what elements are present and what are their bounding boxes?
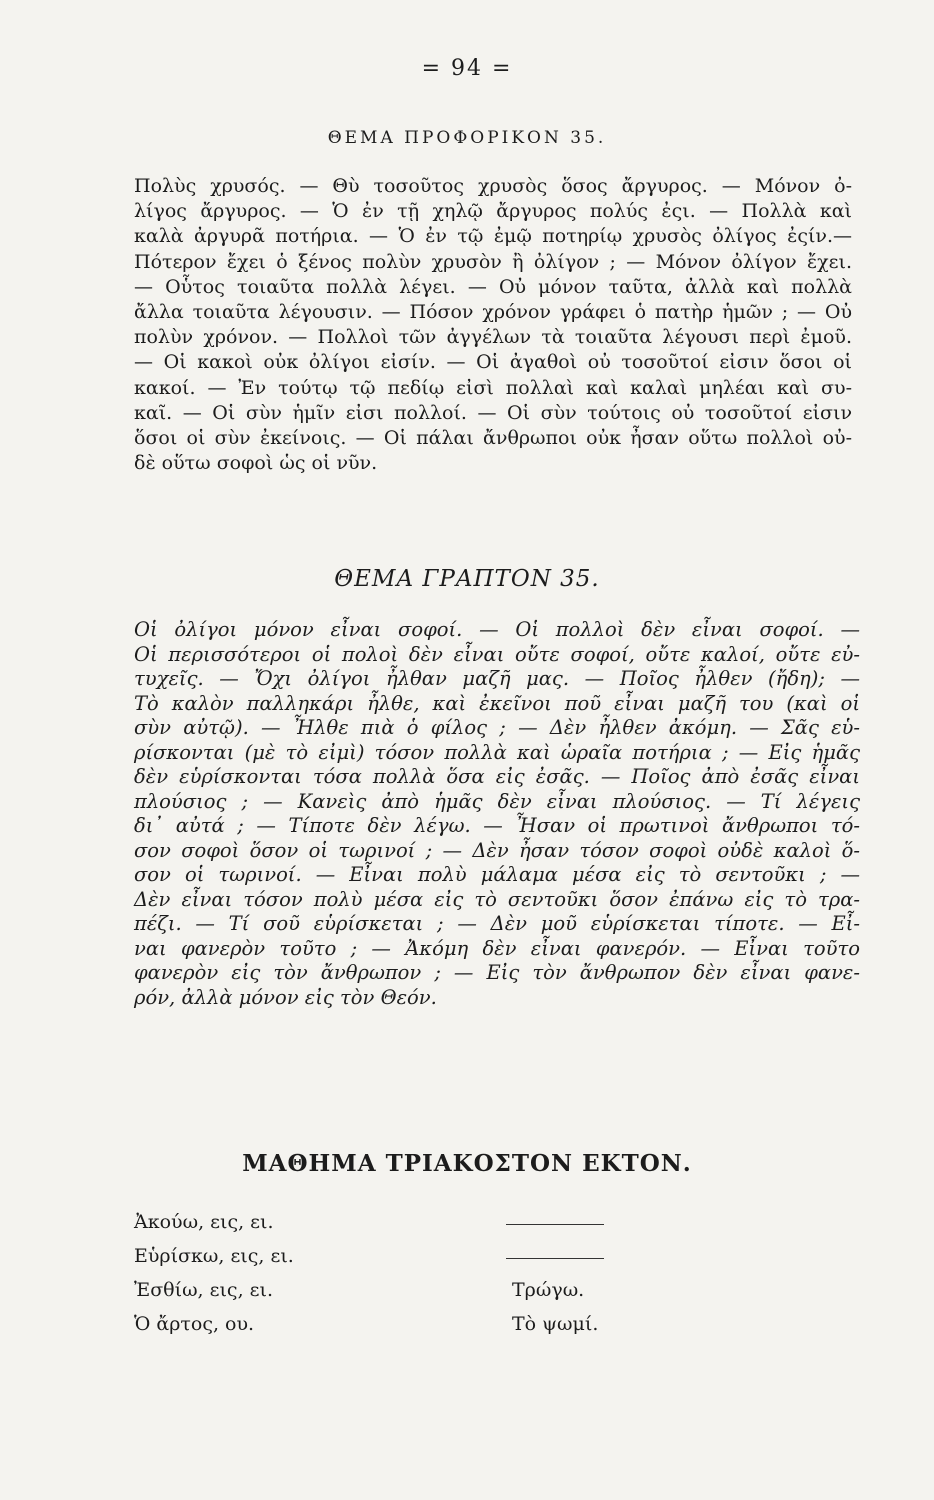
text-line: Πότερον ἔχει ὁ ξένος πολὺν χρυσὸν ἢ ὀλίγον ; — Μόνον ὀλίγον ἔχει. (134, 250, 852, 273)
text-line: Οἱ περισσότεροι οἱ πολοὶ δὲν εἶναι οὔτε σοφοί, οὔτε καλοί, οὔτε εὐ- (134, 642, 860, 666)
oral-exercise-text (134, 174, 852, 476)
text-line: Πολὺς χρυσός. — Θὺ τοσοῦτος χρυσὸς ὅσος ἄργυρος. — Μόνον ὀ- (134, 175, 852, 197)
vocab-greek: Εὑρίσκω, εις, ει. (134, 1245, 294, 1267)
text-line: σον οἱ τωρινοί. — Εἶναι πολὺ μάλαμα μέσα εἰς τὸ σεντοῦκι ; — (134, 863, 860, 886)
text-line: δι᾽ αὐτά ; — Τίποτε δὲν λέγω. — Ἦσαν οἱ πρωτινοὶ ἄνθρωποι τό- (134, 814, 860, 837)
text-line: — Οὗτος τοιαῦτα πολλὰ λέγει. — Οὐ μόνον ταῦτα, ἀλλὰ καὶ πολλὰ (134, 275, 852, 298)
text-line: Τὸ καλὸν παλληκάρι ἦλθε, καὶ ἐκεῖνοι ποῦ εἶναι μαζῆ του (καὶ οἱ (134, 691, 860, 715)
vocab-greek: Ὁ ἄρτος, ου. (134, 1313, 255, 1335)
vocab-row (134, 1239, 894, 1273)
text-line: ἄλλα τοιαῦτα λέγουσιν. — Πόσον χρόνον γράφει ὁ πατὴρ ἡμῶν ; — Οὐ (134, 300, 852, 323)
text-line: πλούσιος ; — Κανεὶς ἀπὸ ἡμᾶς δὲν εἶναι πλούσιος. — Τί λέγεις (134, 789, 860, 813)
text-line: Δὲν εἶναι τόσον πολὺ μέσα εἰς τὸ σεντοῦκι ὅσον ἐπάνω εἰς τὸ τρα- (134, 887, 860, 911)
vocab-blank-line (506, 1224, 604, 1225)
written-exercise-heading: ΘΕΜΑ ΓΡΑΠΤΟΝ 35. (334, 566, 600, 592)
text-line: φανερὸν εἰς τὸν ἄνθρωπον ; — Εἰς τὸν ἄνθρωπον δὲν εἶναι φανε- (134, 961, 860, 984)
vocab-row (134, 1307, 894, 1341)
vocab-row (134, 1273, 894, 1307)
lesson-heading: ΜΑΘΗΜΑ ΤΡΙΑΚΟΣΤΟΝ ΕΚΤΟΝ. (242, 1150, 692, 1177)
vocab-translation: Τρώγω. (512, 1279, 585, 1301)
text-line: πολὺν χρόνον. — Πολλοὶ τῶν ἀγγέλων τὰ τοιαῦτα λέγουσι περὶ ἐμοῦ. (134, 326, 852, 349)
vocab-greek: Ἀκούω, εις, ει. (134, 1211, 274, 1233)
text-line: σον σοφοὶ ὅσον οἱ τωρινοί ; — Δὲν ἦσαν τόσον σοφοὶ οὐδὲ καλοὶ ὅ- (134, 838, 860, 862)
text-line: ρόν, ἀλλὰ μόνον εἰς τὸν Θεόν. (134, 985, 437, 1009)
text-line: ὅσοι οἱ σὺν ἐκείνοις. — Οἱ πάλαι ἄνθρωποι οὐκ ἦσαν οὕτω πολλοὶ οὐ- (134, 426, 852, 449)
text-line: ρίσκονται (μὲ τὸ εἰμὶ) τόσον πολλὰ καὶ ὡραῖα ποτήρια ; — Εἰς ἡμᾶς (134, 740, 860, 764)
vocab-row (134, 1205, 894, 1239)
text-line: δὲν εὑρίσκονται τόσα πολλὰ ὅσα εἰς ἐσᾶς. — Ποῖος ἀπὸ ἐσᾶς εἶναι (134, 765, 860, 788)
written-exercise-text (134, 618, 860, 1010)
text-line: καῖ. — Οἱ σὺν ἡμῖν εἰσι πολλοί. — Οἱ σὺν τούτοις οὐ τοσοῦτοί εἰσιν (134, 401, 852, 424)
text-line: σὺν αὐτῷ). — Ἦλθε πιὰ ὁ φίλος ; — Δὲν ἦλθεν ἀκόμη. — Σᾶς εὑ- (134, 716, 860, 739)
text-line: δὲ οὕτω σοφοὶ ὡς οἱ νῦν. (134, 452, 378, 475)
text-line: τυχεῖς. — Ὄχι ὀλίγοι ἦλθαν μαζῆ μας. — Ποῖος ἦλθεν (ἤδη); — (134, 667, 860, 690)
text-line: Οἱ ὀλίγοι μόνον εἶναι σοφοί. — Οἱ πολλοὶ δὲν εἶναι σοφοί. — (134, 618, 860, 641)
text-line: πέζι. — Τί σοῦ εὑρίσκεται ; — Δὲν μοῦ εὑρίσκεται τίποτε. — Εἶ- (134, 912, 860, 935)
text-line: λίγος ἄργυρος. — Ὁ ἐν τῇ χηλῷ ἄργυρος πολύς ἐςι. — Πολλὰ καὶ (134, 200, 852, 223)
page-number: = 94 = (421, 56, 513, 81)
oral-exercise-heading: ΘΕΜΑ ΠΡΟΦΟΡΙΚΟΝ 35. (327, 128, 607, 148)
vocab-greek: Ἐσθίω, εις, ει. (134, 1279, 273, 1301)
vocabulary-list (134, 1205, 894, 1341)
text-line: κακοί. — Ἐν τούτῳ τῷ πεδίῳ εἰσὶ πολλαὶ καὶ καλαὶ μηλέαι καὶ συ- (134, 376, 852, 399)
text-line: καλὰ ἀργυρᾶ ποτήρια. — Ὁ ἐν τῷ ἐμῷ ποτηρίῳ χρυσὸς ὀλίγος ἐςίν.— (134, 225, 852, 248)
vocab-translation: Τὸ ψωμί. (512, 1313, 599, 1335)
text-line: — Οἱ κακοὶ οὐκ ὀλίγοι εἰσίν. — Οἱ ἀγαθοὶ οὐ τοσοῦτοί εἰσιν ὅσοι οἱ (134, 351, 852, 374)
vocab-blank-line (506, 1258, 604, 1259)
text-line: ναι φανερὸν τοῦτο ; — Ἀκόμη δὲν εἶναι φανερόν. — Εἶναι τοῦτο (134, 936, 860, 960)
